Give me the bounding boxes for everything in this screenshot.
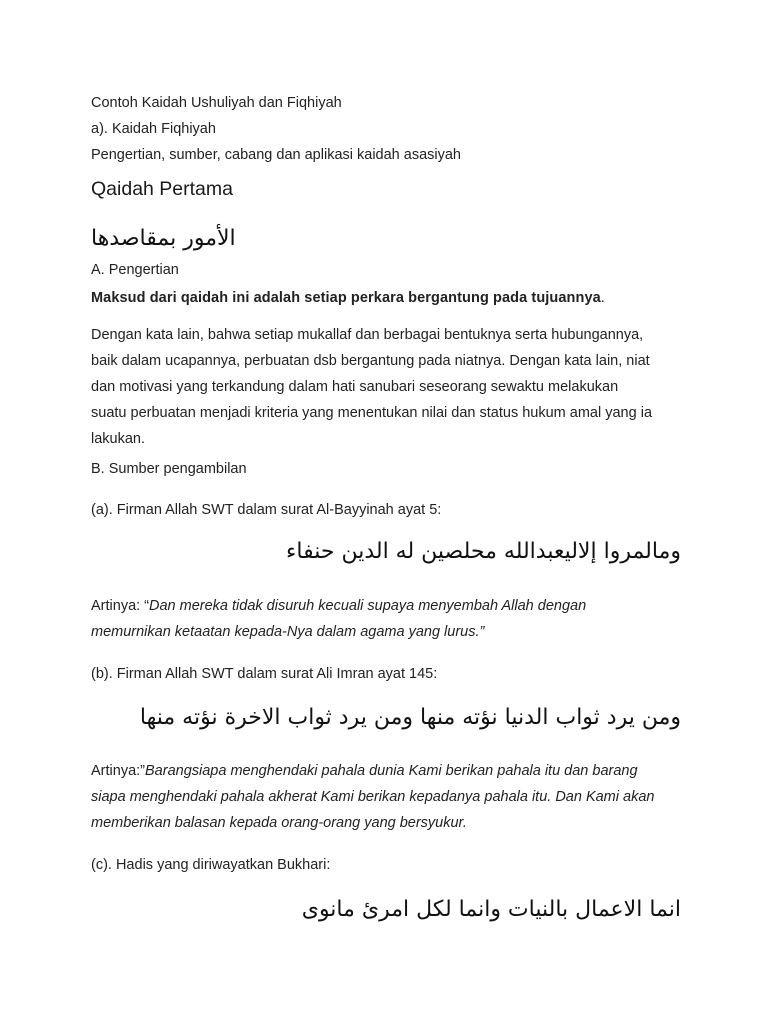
source-a-translation-prefix: Artinya: “ <box>91 598 150 614</box>
explanation-line: lakukan. <box>91 431 146 447</box>
section-a-label: A. Pengertian <box>91 262 179 278</box>
source-c-arabic-hadith: انما الاعمال بالنيات وانما لكل امرئ مانوى <box>301 897 681 922</box>
source-b-arabic-verse: ومن يرد ثواب الدنيا نؤته منها ومن يرد ثواب الاخرة نؤته منها <box>139 705 681 730</box>
arabic-rule-title: الأمور بمقاصدها <box>91 226 236 251</box>
section-b-label: B. Sumber pengambilan <box>91 461 247 477</box>
explanation-paragraph <box>91 322 691 452</box>
source-b-translation <box>91 758 691 836</box>
source-a-arabic-verse: ومالمروا إلاليعبدالله محلصين له الدين حنفاء <box>286 539 681 564</box>
source-a-label: (a). Firman Allah SWT dalam surat Al-Bayyinah ayat 5: <box>91 502 442 518</box>
explanation-line: dan motivasi yang terkandung dalam hati sanubari seseorang sewaktu melakukan <box>91 379 619 395</box>
subheading-kaidah-fiqhiyah: a). Kaidah Fiqhiyah <box>91 121 216 137</box>
document-title-line: Contoh Kaidah Ushuliyah dan Fiqhiyah <box>91 95 342 111</box>
source-b-translation-prefix: Artinya:” <box>91 763 145 779</box>
definition-paragraph <box>91 285 691 311</box>
source-a-translation-line: memurnikan ketaatan kepada-Nya dalam agama yang lurus.” <box>91 624 485 640</box>
source-a-translation <box>91 593 691 645</box>
source-b-translation-line: siapa menghendaki pahala akherat Kami berikan kepadanya pahala itu. Dan Kami akan <box>91 789 655 805</box>
definition-bold-text: Maksud dari qaidah ini adalah setiap perkara bergantung pada tujuannya <box>91 290 601 306</box>
source-b-label: (b). Firman Allah SWT dalam surat Ali Imran ayat 145: <box>91 666 438 682</box>
explanation-line: baik dalam ucapannya, perbuatan dsb bergantung pada niatnya. Dengan kata lain, niat <box>91 353 650 369</box>
source-c-label: (c). Hadis yang diriwayatkan Bukhari: <box>91 857 331 873</box>
subheading-description: Pengertian, sumber, cabang dan aplikasi kaidah asasiyah <box>91 147 461 163</box>
source-a-translation-line: Dan mereka tidak disuruh kecuali supaya menyembah Allah dengan <box>149 598 587 614</box>
explanation-line: Dengan kata lain, bahwa setiap mukallaf dan berbagai bentuknya serta hubungannya, <box>91 327 644 343</box>
explanation-line: suatu perbuatan menjadi kriteria yang menentukan nilai dan status hukum amal yang ia <box>91 405 653 421</box>
section-heading: Qaidah Pertama <box>91 178 233 200</box>
source-b-translation-line: memberikan balasan kepada orang-orang yang bersyukur. <box>91 815 467 831</box>
definition-period: . <box>600 290 605 306</box>
source-b-translation-line: Barangsiapa menghendaki pahala dunia Kami berikan pahala itu dan barang <box>145 763 638 779</box>
